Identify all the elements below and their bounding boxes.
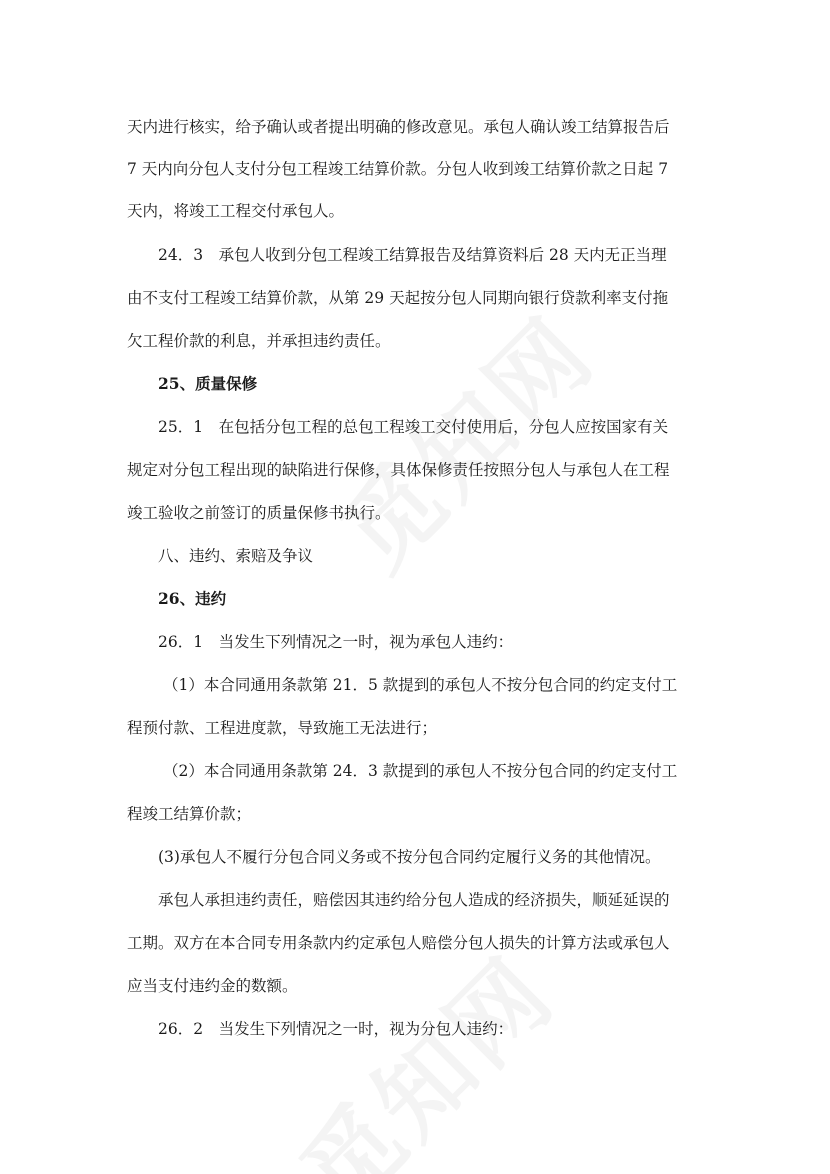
watermark-text xyxy=(266,922,579,1174)
text-line: 程竣工结算价款； xyxy=(127,805,252,823)
list-item-3: (3)承包人不履行分包合同义务或不按分包合同约定履行义务的其他情况。 xyxy=(158,848,661,866)
text-line: 欠工程价款的利息，并承担违约责任。 xyxy=(127,332,391,350)
text-line: 7 天内向分包人支付分包工程竣工结算价款。分包人收到竣工结算价款之日起 7 xyxy=(127,160,669,178)
text-line: 承包人承担违约责任，赔偿因其违约给分包人造成的经济损失，顺延延误的 xyxy=(158,891,670,909)
clause-24-3: 24．3 承包人收到分包工程竣工结算报告及结算资料后 28 天内无正当理 xyxy=(158,246,667,264)
chapter-heading-8: 八、违约、索赔及争议 xyxy=(158,547,314,565)
section-heading-26: 26、违约 xyxy=(158,589,227,608)
text-line: 工期。双方在本合同专用条款内约定承包人赔偿分包人损失的计算方法或承包人 xyxy=(127,934,670,952)
list-item-1: （1）本合同通用条款第 21．5 款提到的承包人不按分包合同的约定支付工 xyxy=(163,676,678,694)
section-heading-25: 25、质量保修 xyxy=(158,374,258,393)
text-line: 程预付款、工程进度款，导致施工无法进行； xyxy=(127,719,438,737)
clause-26-2: 26．2 当发生下列情况之一时，视为分包人违约： xyxy=(158,1020,514,1038)
watermark-text xyxy=(306,282,619,595)
text-line: 由不支付工程竣工结算价款，从第 29 天起按分包人同期向银行贷款利率支付拖 xyxy=(127,289,669,307)
list-item-2: （2）本合同通用条款第 24．3 款提到的承包人不按分包合同的约定支付工 xyxy=(163,762,678,780)
clause-26-1: 26．1 当发生下列情况之一时，视为承包人违约： xyxy=(158,633,514,651)
text-line: 竣工验收之前签订的质量保修书执行。 xyxy=(127,504,391,522)
watermark xyxy=(330,250,830,1150)
text-line: 应当支付违约金的数额。 xyxy=(127,977,298,995)
text-line: 天内，将竣工工程交付承包人。 xyxy=(127,202,345,220)
text-line: 天内进行核实，给予确认或者提出明确的修改意见。承包人确认竣工结算报告后 xyxy=(127,118,670,136)
clause-25-1: 25．1 在包括分包工程的总包工程竣工交付使用后，分包人应按国家有关 xyxy=(158,418,669,436)
text-line: 规定对分包工程出现的缺陷进行保修，具体保修责任按照分包人与承包人在工程 xyxy=(127,461,670,479)
